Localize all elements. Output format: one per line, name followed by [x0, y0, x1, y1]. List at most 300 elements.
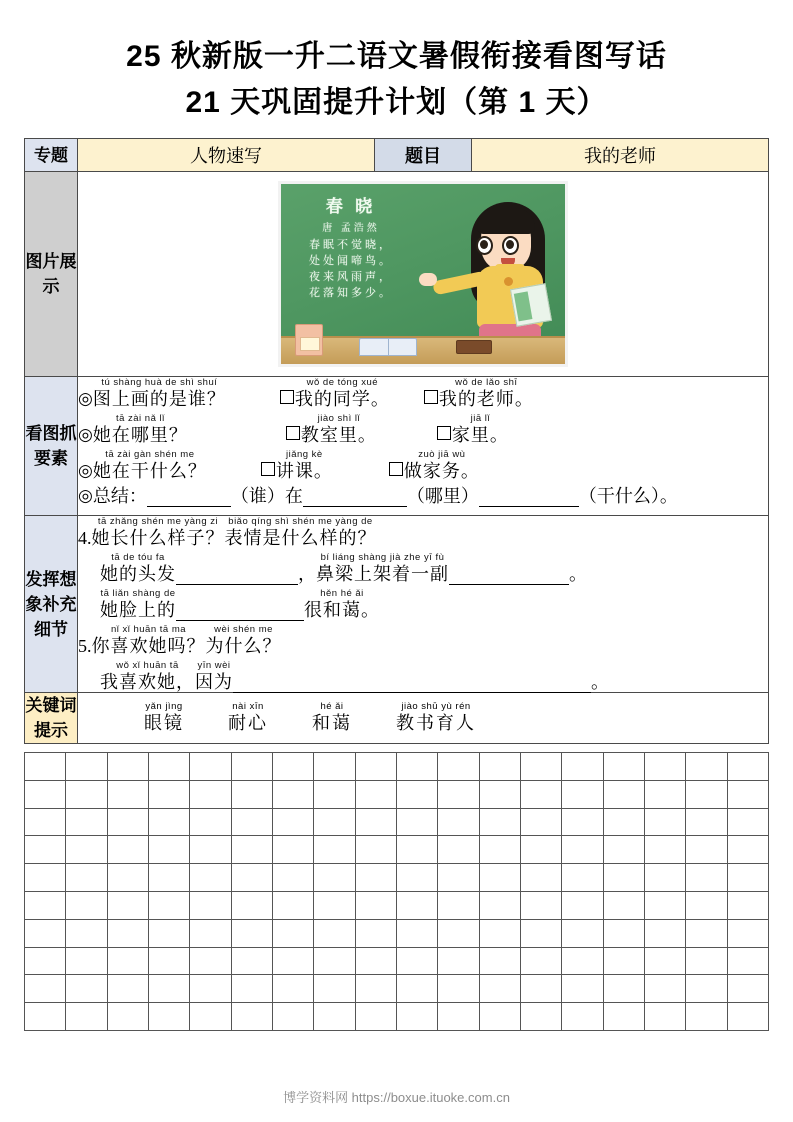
writing-grid-cell[interactable] [562, 836, 603, 864]
writing-grid-cell[interactable] [148, 864, 189, 892]
writing-grid-cell[interactable] [25, 975, 66, 1003]
writing-grid-cell[interactable] [562, 975, 603, 1003]
writing-grid-cell[interactable] [479, 780, 520, 808]
keyword-2-pinyin: nài xīn [232, 701, 264, 712]
q4-number: 4. [78, 528, 92, 548]
q4-part1-ruby [92, 516, 225, 549]
summary-blank-who[interactable] [147, 487, 231, 507]
observe-q3-option-2-ruby[interactable] [404, 449, 480, 482]
teacher-hand [419, 273, 437, 286]
writing-grid-cell[interactable] [148, 753, 189, 781]
writing-grid-cell[interactable] [107, 891, 148, 919]
writing-grid-cell[interactable] [25, 808, 66, 836]
writing-grid-cell[interactable] [190, 780, 231, 808]
summary-blank-where[interactable] [303, 487, 407, 507]
writing-grid-cell[interactable] [686, 808, 727, 836]
writing-grid-cell[interactable] [479, 891, 520, 919]
observe-question-3 [78, 449, 768, 485]
writing-grid-cell[interactable] [148, 975, 189, 1003]
writing-grid-cell[interactable] [314, 864, 355, 892]
writing-grid-cell[interactable] [520, 891, 561, 919]
writing-grid-cell[interactable] [479, 808, 520, 836]
writing-grid-cell[interactable] [438, 919, 479, 947]
writing-grid-row [25, 808, 769, 836]
a5-seg2-ruby [195, 660, 233, 693]
writing-grid-cell[interactable] [438, 780, 479, 808]
writing-grid-cell[interactable] [603, 891, 644, 919]
writing-grid-cell[interactable] [66, 808, 107, 836]
writing-grid-cell[interactable] [562, 864, 603, 892]
writing-grid-cell[interactable] [438, 864, 479, 892]
writing-grid-cell[interactable] [66, 975, 107, 1003]
writing-grid-cell[interactable] [66, 891, 107, 919]
section-label-observe-text: 看图抓要素 [25, 424, 77, 468]
writing-grid-cell[interactable] [231, 864, 272, 892]
writing-grid-cell[interactable] [148, 1003, 189, 1031]
poem-author: 唐 孟浩然 [322, 223, 380, 234]
observe-q1-option-1-text: 我的同学。 [294, 389, 390, 409]
writing-grid-cell[interactable] [727, 947, 768, 975]
observe-q3-option-1-checkbox[interactable] [261, 462, 275, 476]
observe-q2-option-2-ruby[interactable] [452, 413, 509, 446]
writing-grid-cell[interactable] [396, 780, 437, 808]
writing-grid-cell[interactable] [107, 753, 148, 781]
q4-part1-pinyin: tā zhǎng shén me yàng zi [97, 516, 219, 527]
writing-grid-cell[interactable] [314, 808, 355, 836]
writing-grid-cell[interactable] [272, 836, 313, 864]
writing-grid-cell[interactable] [190, 864, 231, 892]
writing-grid-cell[interactable] [603, 864, 644, 892]
writing-grid-cell[interactable] [479, 947, 520, 975]
observe-q3-ruby [93, 449, 207, 482]
observe-q3-option-1-text: 讲课。 [275, 461, 333, 481]
observe-q2-text: 她在哪里？ [92, 425, 188, 445]
q4-part2-pinyin: biǎo qíng shì shén me yàng de [228, 516, 373, 527]
writing-grid-cell[interactable] [479, 753, 520, 781]
a4a-seg2-pinyin: bí liáng shàng jià zhe yī fù [320, 552, 445, 563]
writing-grid-cell[interactable] [314, 780, 355, 808]
writing-grid-cell[interactable] [272, 919, 313, 947]
writing-grid-cell[interactable] [603, 836, 644, 864]
teacher-fringe [477, 208, 535, 234]
writing-grid-cell[interactable] [314, 753, 355, 781]
writing-grid-cell[interactable] [190, 1003, 231, 1031]
writing-grid-cell[interactable] [190, 808, 231, 836]
teacher-eye-right [502, 236, 519, 255]
chalkboard-illustration [278, 181, 568, 367]
writing-grid-cell[interactable] [25, 753, 66, 781]
writing-grid-cell[interactable] [314, 1003, 355, 1031]
writing-grid-cell[interactable] [107, 1003, 148, 1031]
observe-q2-option-1-checkbox[interactable] [286, 426, 300, 440]
a5-seg1-ruby [100, 660, 195, 693]
worksheet-table [24, 138, 769, 744]
writing-grid-cell[interactable] [686, 891, 727, 919]
title-line-2: 21 天巩固提升计划（第 1 天） [185, 86, 608, 119]
writing-grid-cell[interactable] [355, 947, 396, 975]
writing-grid-cell[interactable] [727, 864, 768, 892]
writing-grid-cell[interactable] [355, 808, 396, 836]
writing-grid-cell[interactable] [231, 947, 272, 975]
imagine-answer-5 [78, 660, 768, 692]
writing-grid-cell[interactable] [727, 891, 768, 919]
writing-grid-cell[interactable] [396, 808, 437, 836]
bullet-2: ◎ [78, 425, 93, 444]
writing-grid-cell[interactable] [148, 891, 189, 919]
writing-grid-cell[interactable] [644, 947, 685, 975]
writing-grid-cell[interactable] [727, 919, 768, 947]
writing-grid-cell[interactable] [562, 919, 603, 947]
writing-grid-cell[interactable] [603, 753, 644, 781]
section-label-imagine [25, 516, 78, 693]
writing-grid-cell[interactable] [25, 919, 66, 947]
writing-grid-cell[interactable] [603, 808, 644, 836]
writing-grid-cell[interactable] [727, 808, 768, 836]
section-label-picture-text: 图片展示 [25, 252, 77, 296]
keywords-cell [78, 693, 769, 744]
writing-grid-cell[interactable] [355, 975, 396, 1003]
a4a-seg2-ruby [316, 552, 449, 585]
keyword-1-pinyin: yǎn jìng [145, 701, 183, 712]
topic-label: 专题 [25, 139, 78, 172]
page-title [0, 0, 793, 126]
writing-grid-cell[interactable] [520, 780, 561, 808]
writing-grid-cell[interactable] [644, 753, 685, 781]
writing-grid-cell[interactable] [603, 919, 644, 947]
observe-q1-ruby [93, 377, 226, 410]
writing-grid-cell[interactable] [66, 780, 107, 808]
writing-grid-cell[interactable] [25, 864, 66, 892]
q4-part2-text: 表情是什么样的？ [224, 528, 377, 548]
writing-grid-cell[interactable] [25, 891, 66, 919]
writing-grid-cell[interactable] [314, 891, 355, 919]
writing-grid-cell[interactable] [562, 808, 603, 836]
writing-grid-cell[interactable] [686, 947, 727, 975]
writing-grid-cell[interactable] [66, 1003, 107, 1031]
poem-line-2: 处处闻啼鸟。 [309, 255, 393, 267]
writing-grid-cell[interactable] [148, 947, 189, 975]
writing-grid-cell[interactable] [231, 780, 272, 808]
section-label-observe [25, 377, 78, 516]
bullet-summary: ◎ [78, 486, 93, 505]
writing-grid-cell[interactable] [107, 864, 148, 892]
writing-grid-cell[interactable] [520, 753, 561, 781]
writing-grid-cell[interactable] [438, 891, 479, 919]
observe-q1-option-1-ruby[interactable] [295, 377, 390, 410]
poem-line-3: 夜来风雨声， [309, 271, 393, 283]
writing-grid-cell[interactable] [314, 947, 355, 975]
writing-grid-cell[interactable] [231, 975, 272, 1003]
table-row-header [25, 139, 769, 172]
keyword-1-text: 眼镜 [144, 713, 184, 733]
writing-grid-cell[interactable] [686, 753, 727, 781]
topic-value: 人物速写 [78, 139, 375, 172]
keyword-item-3 [312, 701, 352, 735]
q4-part2-ruby [225, 516, 377, 549]
writing-grid-cell[interactable] [603, 975, 644, 1003]
writing-grid-cell[interactable] [66, 753, 107, 781]
a4b-seg1-ruby [100, 588, 176, 621]
writing-grid-cell[interactable] [520, 808, 561, 836]
writing-grid-cell[interactable] [438, 1003, 479, 1031]
teacher-button [504, 277, 513, 286]
writing-grid-cell[interactable] [190, 836, 231, 864]
subject-value: 我的老师 [472, 139, 769, 172]
writing-grid-cell[interactable] [562, 753, 603, 781]
writing-grid-cell[interactable] [355, 864, 396, 892]
observe-q2-option-2-checkbox[interactable] [437, 426, 451, 440]
writing-grid-cell[interactable] [25, 1003, 66, 1031]
summary-label: 总结： [92, 486, 147, 506]
writing-grid-cell[interactable] [25, 947, 66, 975]
writing-grid-cell[interactable] [520, 864, 561, 892]
writing-grid-cell[interactable] [107, 947, 148, 975]
observe-q2-ruby [93, 413, 188, 446]
writing-grid-cell[interactable] [562, 1003, 603, 1031]
title-line-1: 25 秋新版一升二语文暑假衔接看图写话 [126, 40, 667, 73]
keyword-4-pinyin: jiào shū yù rén [401, 701, 471, 712]
imagine-answer-4a [78, 552, 768, 588]
observe-q2-option-1-ruby[interactable] [301, 413, 377, 446]
table-row-observe [25, 377, 769, 516]
writing-grid-cell[interactable] [644, 1003, 685, 1031]
writing-grid-cell[interactable] [396, 919, 437, 947]
observe-question-2 [78, 413, 768, 449]
writing-grid-cell[interactable] [231, 891, 272, 919]
illustration-cell [78, 172, 769, 377]
writing-grid-cell[interactable] [562, 780, 603, 808]
imagine-question-4 [78, 516, 768, 552]
summary-hint-1: （谁）在 [230, 486, 303, 506]
writing-grid-cell[interactable] [107, 975, 148, 1003]
a5-period: 。 [591, 672, 609, 692]
summary-hint-3: （干什么）。 [578, 486, 678, 506]
keyword-item-4 [396, 701, 476, 735]
writing-grid-cell[interactable] [438, 975, 479, 1003]
observe-q1-option-2-ruby[interactable] [439, 377, 534, 410]
writing-grid-cell[interactable] [727, 753, 768, 781]
writing-grid-cell[interactable] [396, 836, 437, 864]
writing-grid-cell[interactable] [479, 919, 520, 947]
writing-grid-cell[interactable] [644, 919, 685, 947]
a4b-seg2-text: 很和蔼。 [304, 600, 380, 620]
keyword-item-1 [144, 701, 184, 735]
writing-grid-cell[interactable] [66, 947, 107, 975]
a4a-seg1-ruby [100, 552, 176, 585]
table-row-picture [25, 172, 769, 377]
writing-grid-cell[interactable] [66, 919, 107, 947]
observe-q3-option-2-pinyin: zuò jiā wù [418, 449, 466, 460]
writing-grid-cell[interactable] [520, 1003, 561, 1031]
writing-grid-cell[interactable] [25, 780, 66, 808]
keyword-list [78, 701, 768, 735]
a4b-blank-expression[interactable] [176, 601, 304, 621]
writing-grid-cell[interactable] [25, 836, 66, 864]
writing-grid-cell[interactable] [520, 975, 561, 1003]
keyword-2-text: 耐心 [228, 713, 268, 733]
writing-grid-cell[interactable] [396, 947, 437, 975]
writing-grid-cell[interactable] [272, 808, 313, 836]
writing-grid-cell[interactable] [603, 1003, 644, 1031]
writing-grid-cell[interactable] [107, 808, 148, 836]
writing-grid-cell[interactable] [438, 808, 479, 836]
writing-grid-cell[interactable] [272, 1003, 313, 1031]
writing-grid-cell[interactable] [603, 780, 644, 808]
imagine-content [78, 516, 769, 693]
writing-grid-cell[interactable] [396, 1003, 437, 1031]
writing-grid-cell[interactable] [644, 836, 685, 864]
writing-grid-cell[interactable] [190, 753, 231, 781]
writing-grid-row [25, 753, 769, 781]
a4b-seg2-ruby [304, 588, 380, 621]
writing-grid-wrapper [24, 752, 769, 1031]
observe-q1-option-2-checkbox[interactable] [424, 390, 438, 404]
writing-grid-cell[interactable] [66, 836, 107, 864]
writing-grid-cell[interactable] [272, 947, 313, 975]
writing-grid-cell[interactable] [727, 836, 768, 864]
writing-grid-cell[interactable] [562, 947, 603, 975]
writing-grid-cell[interactable] [272, 753, 313, 781]
footer-watermark: 博学资料网 https://boxue.ituoke.com.cn [283, 1090, 510, 1105]
observe-question-1 [78, 377, 768, 413]
writing-grid-cell[interactable] [396, 975, 437, 1003]
observe-q3-option-1-ruby[interactable] [276, 449, 333, 482]
writing-grid-cell[interactable] [686, 864, 727, 892]
observe-q1-option-1-checkbox[interactable] [280, 390, 294, 404]
writing-grid-cell[interactable] [231, 836, 272, 864]
writing-grid-cell[interactable] [562, 891, 603, 919]
observe-q2-option-1-text: 教室里。 [300, 425, 377, 445]
writing-grid-cell[interactable] [520, 947, 561, 975]
writing-grid-cell[interactable] [148, 836, 189, 864]
writing-grid-cell[interactable] [686, 836, 727, 864]
q5-part2-ruby [206, 624, 282, 657]
writing-grid-cell[interactable] [520, 836, 561, 864]
writing-grid-cell[interactable] [396, 891, 437, 919]
a4a-blank-hair[interactable] [176, 565, 298, 585]
writing-grid-cell[interactable] [272, 864, 313, 892]
writing-grid-cell[interactable] [231, 919, 272, 947]
writing-grid-cell[interactable] [107, 919, 148, 947]
writing-grid-cell[interactable] [686, 1003, 727, 1031]
writing-grid-cell[interactable] [727, 780, 768, 808]
a5-seg2-pinyin: yīn wèi [197, 660, 231, 671]
section-label-picture [25, 172, 78, 377]
observe-q2-pinyin: tā zài nǎ lǐ [115, 413, 165, 424]
writing-grid-cell[interactable] [686, 780, 727, 808]
writing-grid-cell[interactable] [479, 975, 520, 1003]
writing-grid-row [25, 975, 769, 1003]
writing-grid-cell[interactable] [644, 975, 685, 1003]
writing-grid-cell[interactable] [66, 864, 107, 892]
writing-grid-cell[interactable] [686, 975, 727, 1003]
writing-grid-cell[interactable] [479, 864, 520, 892]
writing-grid-cell[interactable] [603, 947, 644, 975]
writing-grid-cell[interactable] [272, 975, 313, 1003]
writing-grid-cell[interactable] [148, 780, 189, 808]
writing-grid-cell[interactable] [190, 919, 231, 947]
writing-grid-cell[interactable] [479, 836, 520, 864]
observe-q3-text: 她在干什么？ [92, 461, 207, 481]
q5-part2-pinyin: wèi shén me [214, 624, 273, 635]
writing-grid-cell[interactable] [272, 780, 313, 808]
table-row-keywords [25, 693, 769, 744]
writing-grid-cell[interactable] [272, 891, 313, 919]
writing-grid-cell[interactable] [520, 919, 561, 947]
writing-grid-cell[interactable] [644, 891, 685, 919]
writing-grid-row [25, 1003, 769, 1031]
a5-seg2-text: 因为 [195, 672, 233, 692]
writing-grid-cell[interactable] [727, 1003, 768, 1031]
keyword-3-pinyin: hé ǎi [320, 701, 344, 712]
subject-label: 题目 [375, 139, 472, 172]
writing-grid-cell[interactable] [479, 1003, 520, 1031]
writing-grid-cell[interactable] [355, 919, 396, 947]
a5-blank-reason[interactable] [233, 673, 591, 693]
observe-q1-text: 图上画的是谁？ [92, 389, 226, 409]
writing-grid-cell[interactable] [644, 864, 685, 892]
observe-q3-option-1-pinyin: jiǎng kè [285, 449, 323, 460]
observe-q3-option-2-checkbox[interactable] [389, 462, 403, 476]
writing-grid-cell[interactable] [314, 975, 355, 1003]
a4a-seg2-text: 鼻梁上架着一副 [316, 564, 449, 584]
blackboard-eraser [456, 340, 492, 354]
writing-grid-cell[interactable] [148, 919, 189, 947]
observe-q1-pinyin: tú shàng huà de shì shuí [101, 377, 218, 388]
writing-grid-cell[interactable] [438, 947, 479, 975]
imagine-question-5 [78, 624, 768, 660]
writing-grid-cell[interactable] [727, 975, 768, 1003]
writing-grid-cell[interactable] [396, 753, 437, 781]
writing-grid-cell[interactable] [107, 780, 148, 808]
keyword-3-text: 和蔼 [312, 713, 352, 733]
section-label-keywords: 关键词提示 [25, 693, 78, 744]
writing-grid-cell[interactable] [231, 1003, 272, 1031]
writing-grid-cell[interactable] [438, 753, 479, 781]
writing-grid-cell[interactable] [107, 836, 148, 864]
writing-grid-cell[interactable] [231, 808, 272, 836]
writing-grid-cell[interactable] [686, 919, 727, 947]
writing-grid-row [25, 947, 769, 975]
observe-q3-pinyin: tā zài gàn shén me [105, 449, 195, 460]
writing-grid-cell[interactable] [355, 891, 396, 919]
writing-grid-cell[interactable] [314, 836, 355, 864]
writing-grid-cell[interactable] [190, 891, 231, 919]
writing-grid-cell[interactable] [644, 780, 685, 808]
writing-grid-cell[interactable] [355, 1003, 396, 1031]
desk [281, 336, 565, 364]
writing-grid-cell[interactable] [644, 808, 685, 836]
writing-grid-cell[interactable] [190, 947, 231, 975]
writing-grid[interactable] [24, 752, 769, 1031]
writing-grid-row [25, 864, 769, 892]
writing-grid-cell[interactable] [396, 864, 437, 892]
a4a-blank-glasses[interactable] [449, 565, 569, 585]
writing-grid-cell[interactable] [355, 753, 396, 781]
a5-seg1-text: 我喜欢她， [100, 672, 195, 692]
writing-grid-cell[interactable] [231, 753, 272, 781]
observe-q3-option-2-text: 做家务。 [403, 461, 480, 481]
a4b-seg2-pinyin: hěn hé ǎi [320, 588, 364, 599]
writing-grid-cell[interactable] [314, 919, 355, 947]
writing-grid-cell[interactable] [355, 836, 396, 864]
summary-blank-what[interactable] [479, 487, 579, 507]
writing-grid-cell[interactable] [438, 836, 479, 864]
writing-grid-cell[interactable] [355, 780, 396, 808]
writing-grid-cell[interactable] [148, 808, 189, 836]
writing-grid-cell[interactable] [190, 975, 231, 1003]
section-label-imagine-text: 发挥想象补充细节 [25, 569, 77, 639]
